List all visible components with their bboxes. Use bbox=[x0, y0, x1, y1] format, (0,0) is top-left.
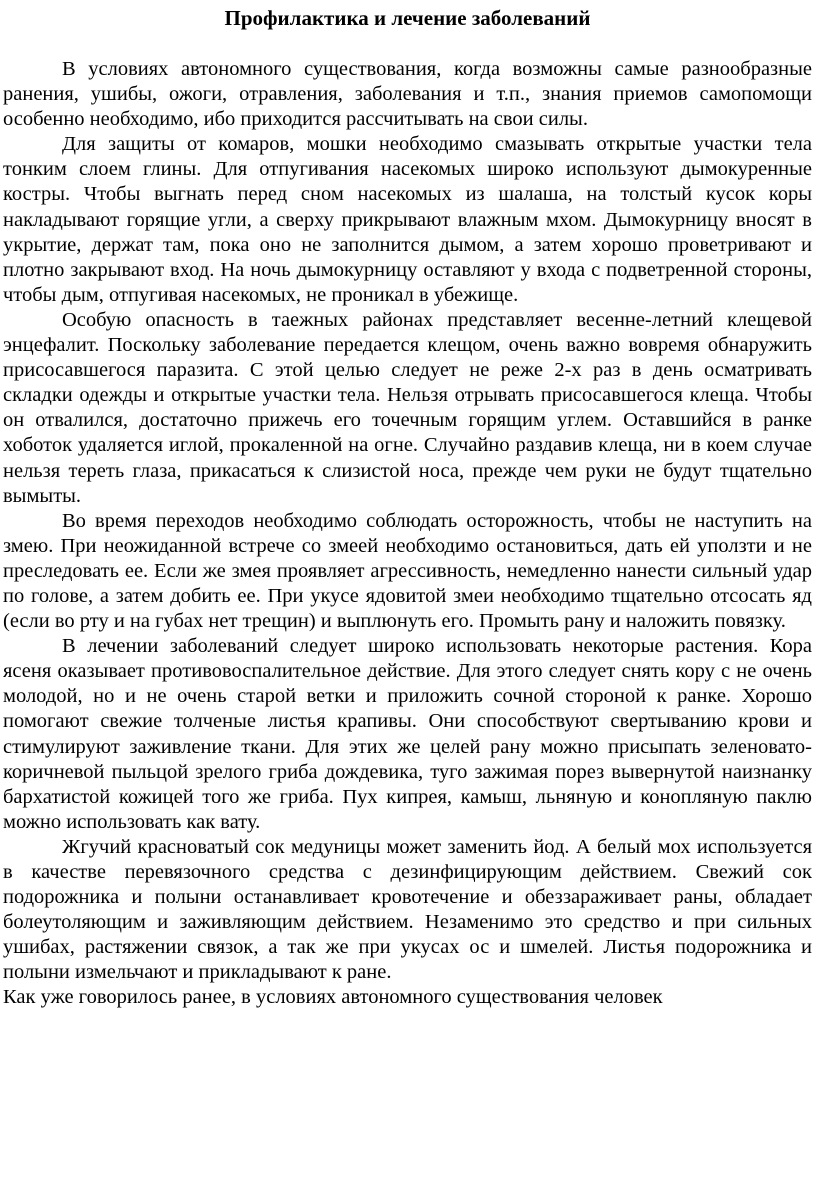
paragraph-intro: В условиях автономного существования, когда возможны самые разнообразные ранения, ушибы, ожоги, отравления, заболевания и т.п., знания приемов самопомощи особенно необходимо, ибо приходится рассчитывать на свои силы. bbox=[3, 58, 812, 131]
paragraph-remedies: Жгучий красноватый сок медуницы может заменить йод. А белый мох используется в качестве перевязочного средства с дезинфицирующим действием. Свежий сок подорожника и полыни останавливает кровотечение и обеззараживает раны, обладает болеутоляющим и заживляющим действием. Незаменимо это средство и при сильных ушибах, растяжении связок, а так же при укусах ос и шмелей. Листья подорожника и полыни измельчают и прикладывают к ране. bbox=[3, 835, 812, 984]
paragraph-trailing: Как уже говорилось ранее, в условиях автономного существования человек bbox=[3, 986, 663, 1009]
paragraph-plants: В лечении заболеваний следует широко использовать некоторые растения. Кора ясеня оказывает противовоспалительное действие. Для этого следует снять кору с не очень молодой, но и не очень старой ветки и приложить сочной стороной к ранке. Хорошо помогают свежие толченые листья крапивы. Они способствуют свертыванию крови и стимулируют заживление ткани. Для этих же целей рану можно присыпать зеленовато-коричневой пыльцой зрелого гриба дождевика, туго зажимая порез вывернутой наизнанку бархатистой кожицей того же гриба. Пух кипрея, камыш, льняную и конопляную паклю можно использовать как вату. bbox=[3, 635, 812, 833]
paragraph-snakes: Во время переходов необходимо соблюдать осторожность, чтобы не наступить на змею. При неожиданной встрече со змеей необходимо остановиться, дать ей уползти и не преследовать ее. Если же змея проявляет агрессивность, немедленно нанести сильный удар по голове, а затем добить ее. При укусе ядовитой змеи необходимо тщательно отсосать яд (если во рту и на губах нет трещин) и выплюнуть его. Промыть рану и наложить повязку. bbox=[3, 509, 812, 633]
paragraph-insects: Для защиты от комаров, мошки необходимо смазывать открытые участки тела тонким слоем глины. Для отпугивания насекомых широко используют дымокуренные костры. Чтобы выгнать перед сном насекомых из шалаша, на толстый кусок коры накладывают горящие угли, а сверху прикрывают влажным мхом. Дымокурницу вносят в укрытие, держат там, пока оно не заполнится дымом, а затем хорошо проветривают и плотно закрывают вход. На ночь дымокурницу оставляют у входа с подветренной стороны, чтобы дым, отпугивая насекомых, не проникал в убежище. bbox=[3, 133, 812, 306]
page-title: Профилактика и лечение заболеваний bbox=[224, 6, 591, 30]
paragraph-ticks: Особую опасность в таежных районах представляет весенне-летний клещевой энцефалит. Поскольку заболевание передается клещом, очень важно вовремя обнаружить присосавшегося паразита. С этой целью следует не реже 2-х раз в день осматривать складки одежды и открытые участки тела. Нельзя отрывать присосавшегося клеща. Чтобы он отвалился, достаточно прижечь его точечным горящим углем. Оставшийся в ранке хоботок удаляется иглой, прокаленной на огне. Случайно раздавив клеща, ни в коем случае нельзя тереть глаза, прикасаться к слизистой носа, прежде чем руки не будут тщательно вымыты. bbox=[3, 308, 812, 507]
